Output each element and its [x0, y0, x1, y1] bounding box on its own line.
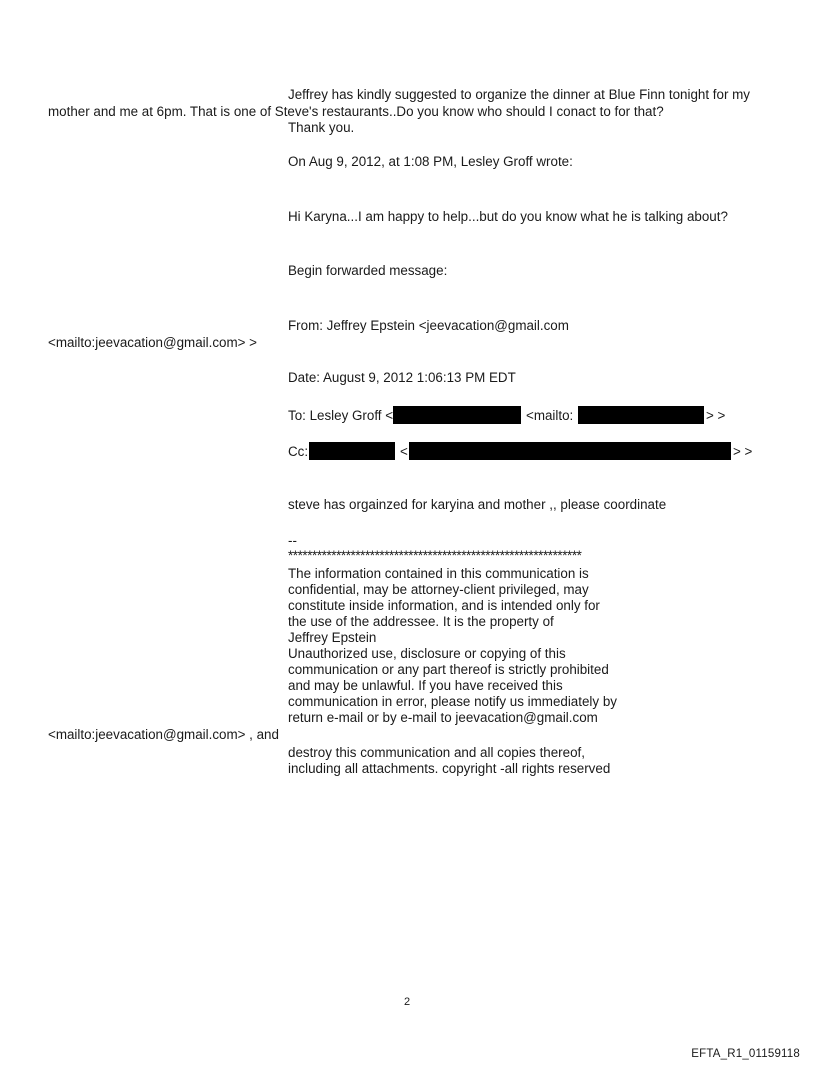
disclaimer-line: return e-mail or by e-mail to jeevacation@gmail.com — [288, 710, 598, 725]
quote-header: On Aug 9, 2012, at 1:08 PM, Lesley Groff wrote: — [288, 154, 573, 169]
disclaimer-line: including all attachments. copyright -all rights reserved — [288, 761, 611, 776]
disclaimer-line: and may be unlawful. If you have received this — [288, 678, 563, 693]
redaction-box — [578, 406, 704, 424]
signature-stars: ************************************************************* — [288, 548, 582, 563]
redaction-box — [393, 406, 521, 424]
body-line-2: mother and me at 6pm. That is one of Steve's restaurants..Do you know who should I conact to for that? — [48, 104, 664, 119]
disclaimer-line: communication in error, please notify us immediately by — [288, 694, 617, 709]
to-header-prefix: To: Lesley Groff < — [288, 408, 394, 423]
disclaimer-line: Unauthorized use, disclosure or copying of this — [288, 646, 566, 661]
disclaimer-line: confidential, may be attorney-client privileged, may — [288, 582, 589, 597]
redaction-box — [409, 442, 731, 460]
redaction-box — [309, 442, 395, 460]
disclaimer-line: the use of the addressee. It is the property of — [288, 614, 554, 629]
to-header-mailto: <mailto: — [526, 408, 574, 423]
forward-header: Begin forwarded message: — [288, 263, 448, 278]
disclaimer-line: constitute inside information, and is intended only for — [288, 598, 600, 613]
disclaimer-line: Jeffrey Epstein — [288, 630, 377, 645]
document-id: EFTA_R1_01159118 — [691, 1048, 800, 1060]
from-mailto: <mailto:jeevacation@gmail.com> > — [48, 335, 257, 350]
page-number: 2 — [404, 996, 411, 1008]
body-line-1: Jeffrey has kindly suggested to organize the dinner at Blue Finn tonight for my — [288, 87, 750, 102]
disclaimer-mailto: <mailto:jeevacation@gmail.com> , and — [48, 727, 279, 742]
body-line-3: Thank you. — [288, 120, 355, 135]
disclaimer-line: destroy this communication and all copies thereof, — [288, 745, 585, 760]
date-header: Date: August 9, 2012 1:06:13 PM EDT — [288, 370, 516, 385]
signature-dashes: -- — [288, 533, 297, 548]
cc-header-lt: < — [400, 444, 408, 459]
message-text: steve has orgainzed for karyina and mother ,, please coordinate — [288, 497, 667, 512]
to-header-suffix: > > — [706, 408, 726, 423]
reply-text: Hi Karyna...I am happy to help...but do you know what he is talking about? — [288, 209, 728, 224]
disclaimer-line: communication or any part thereof is strictly prohibited — [288, 662, 609, 677]
cc-header-prefix: Cc: — [288, 444, 309, 459]
disclaimer-line: The information contained in this communication is — [288, 566, 589, 581]
from-header: From: Jeffrey Epstein <jeevacation@gmail.com — [288, 318, 569, 333]
cc-header-suffix: > > — [733, 444, 753, 459]
